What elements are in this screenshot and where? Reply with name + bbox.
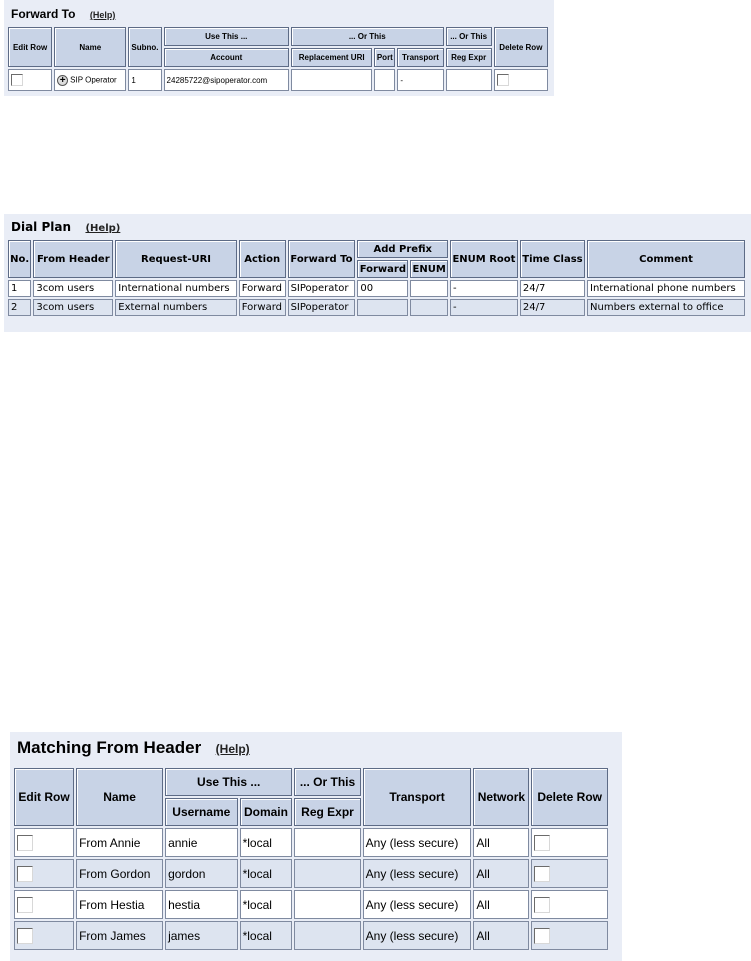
comment-field[interactable]: International phone numbers	[587, 280, 745, 297]
username-field[interactable]: annie	[165, 828, 238, 857]
col-from-header: From Header	[33, 240, 113, 278]
forward-to-select[interactable]: SIPoperator	[288, 280, 356, 297]
col-delete-row: Delete Row	[531, 768, 608, 826]
matching-from-header-title: Matching From Header	[17, 738, 202, 757]
action-select[interactable]: Forward	[239, 299, 286, 316]
request-uri-select[interactable]: External numbers	[115, 299, 236, 316]
dial-plan-title-row	[11, 218, 120, 236]
delete-row-checkbox[interactable]	[497, 74, 509, 86]
forward-to-select[interactable]: SIPoperator	[288, 299, 356, 316]
reg-expr-field[interactable]	[294, 921, 360, 950]
col-or-this: ... Or This	[291, 27, 444, 46]
table-row	[8, 299, 745, 316]
matching-from-header-table	[12, 766, 610, 952]
network-select[interactable]: All	[473, 859, 529, 888]
edit-row-cell	[14, 890, 74, 919]
col-edit-row: Edit Row	[14, 768, 74, 826]
col-enum-root: ENUM Root	[450, 240, 518, 278]
forward-to-title: Forward To	[11, 7, 76, 21]
delete-row-cell	[494, 69, 548, 91]
username-field[interactable]: gordon	[165, 859, 238, 888]
name-field[interactable]: From Hestia	[76, 890, 163, 919]
col-transport: Transport	[397, 48, 443, 67]
subno-field[interactable]: 1	[128, 69, 161, 91]
table-row	[14, 890, 608, 919]
col-reg-expr: Reg Expr	[446, 48, 492, 67]
expand-plus-icon[interactable]: +	[57, 75, 68, 86]
delete-row-checkbox[interactable]	[534, 866, 550, 882]
forward-to-table	[6, 25, 550, 93]
col-comment: Comment	[587, 240, 745, 278]
col-replacement-uri: Replacement URI	[291, 48, 372, 67]
transport-select[interactable]: -	[397, 69, 443, 91]
from-header-select[interactable]: 3com users	[33, 280, 113, 297]
col-time-class: Time Class	[520, 240, 585, 278]
network-select[interactable]: All	[473, 828, 529, 857]
table-row	[14, 921, 608, 950]
no-field[interactable]: 1	[8, 280, 31, 297]
col-reg-expr: Reg Expr	[294, 798, 360, 826]
col-edit-row: Edit Row	[8, 27, 52, 67]
forward-prefix-field[interactable]: 00	[357, 280, 408, 297]
col-no: No.	[8, 240, 31, 278]
col-or-this-2: ... Or This	[446, 27, 492, 46]
reg-expr-field[interactable]	[446, 69, 492, 91]
col-name: Name	[76, 768, 163, 826]
col-add-prefix: Add Prefix	[357, 240, 448, 258]
edit-row-checkbox[interactable]	[17, 928, 33, 944]
dial-plan-help-link[interactable]: (Help)	[85, 223, 121, 234]
edit-row-cell	[14, 921, 74, 950]
name-value: SIP Operator	[70, 75, 117, 85]
col-name: Name	[54, 27, 126, 67]
no-field[interactable]: 2	[8, 299, 31, 316]
col-username: Username	[165, 798, 238, 826]
table-row	[14, 828, 608, 857]
network-select[interactable]: All	[473, 921, 529, 950]
col-or-this: ... Or This	[294, 768, 360, 796]
edit-row-checkbox[interactable]	[17, 897, 33, 913]
col-action: Action	[239, 240, 286, 278]
enum-prefix-field[interactable]	[410, 280, 448, 297]
name-field[interactable]: From James	[76, 921, 163, 950]
col-enum: ENUM	[410, 260, 448, 278]
enum-root-select[interactable]: -	[450, 299, 518, 316]
col-account: Account	[164, 48, 289, 67]
col-use-this: Use This ...	[164, 27, 289, 46]
time-class-select[interactable]: 24/7	[520, 299, 585, 316]
transport-select[interactable]: Any (less secure)	[363, 921, 472, 950]
time-class-select[interactable]: 24/7	[520, 280, 585, 297]
dial-plan-table	[6, 238, 747, 318]
account-field[interactable]: 24285722@sipoperator.com	[164, 69, 289, 91]
col-subno: Subno.	[128, 27, 161, 67]
edit-row-cell	[8, 69, 52, 91]
reg-expr-field[interactable]	[294, 828, 360, 857]
col-use-this: Use This ...	[165, 768, 292, 796]
matching-from-header-help-link[interactable]: (Help)	[215, 742, 250, 756]
from-header-select[interactable]: 3com users	[33, 299, 113, 316]
delete-row-checkbox[interactable]	[534, 897, 550, 913]
name-field[interactable]: From Gordon	[76, 859, 163, 888]
edit-row-checkbox[interactable]	[17, 866, 33, 882]
name-field[interactable]: From Annie	[76, 828, 163, 857]
action-select[interactable]: Forward	[239, 280, 286, 297]
table-row	[8, 69, 548, 91]
enum-root-select[interactable]: -	[450, 280, 518, 297]
transport-select[interactable]: Any (less secure)	[363, 828, 472, 857]
forward-to-help-link[interactable]: (Help)	[89, 10, 116, 20]
col-forward-to: Forward To	[288, 240, 356, 278]
domain-field[interactable]: *local	[240, 828, 293, 857]
dial-plan-title: Dial Plan	[11, 220, 72, 234]
col-delete-row: Delete Row	[494, 27, 548, 67]
col-domain: Domain	[240, 798, 293, 826]
reg-expr-field[interactable]	[294, 890, 360, 919]
delete-row-cell	[531, 859, 608, 888]
comment-field[interactable]: Numbers external to office	[587, 299, 745, 316]
username-field[interactable]: james	[165, 921, 238, 950]
col-network: Network	[473, 768, 529, 826]
delete-row-checkbox[interactable]	[534, 928, 550, 944]
edit-row-cell	[14, 859, 74, 888]
matching-from-header-title-row	[17, 738, 250, 758]
request-uri-select[interactable]: International numbers	[115, 280, 236, 297]
domain-field[interactable]: *local	[240, 859, 293, 888]
name-cell	[54, 69, 126, 91]
replacement-uri-field[interactable]	[291, 69, 372, 91]
forward-prefix-field[interactable]	[357, 299, 408, 316]
edit-row-checkbox[interactable]	[11, 74, 23, 86]
edit-row-cell	[14, 828, 74, 857]
col-request-uri: Request-URI	[115, 240, 236, 278]
transport-select[interactable]: Any (less secure)	[363, 859, 472, 888]
table-row	[8, 280, 745, 297]
col-transport: Transport	[363, 768, 472, 826]
enum-prefix-field[interactable]	[410, 299, 448, 316]
network-select[interactable]: All	[473, 890, 529, 919]
username-field[interactable]: hestia	[165, 890, 238, 919]
transport-select[interactable]: Any (less secure)	[363, 890, 472, 919]
domain-field[interactable]: *local	[240, 890, 293, 919]
reg-expr-field[interactable]	[294, 859, 360, 888]
delete-row-checkbox[interactable]	[534, 835, 550, 851]
delete-row-cell	[531, 890, 608, 919]
forward-to-title-row	[11, 5, 115, 23]
table-row	[14, 859, 608, 888]
col-forward: Forward	[357, 260, 408, 278]
delete-row-cell	[531, 828, 608, 857]
port-field[interactable]	[374, 69, 395, 91]
delete-row-cell	[531, 921, 608, 950]
domain-field[interactable]: *local	[240, 921, 293, 950]
col-port: Port	[374, 48, 395, 67]
edit-row-checkbox[interactable]	[17, 835, 33, 851]
